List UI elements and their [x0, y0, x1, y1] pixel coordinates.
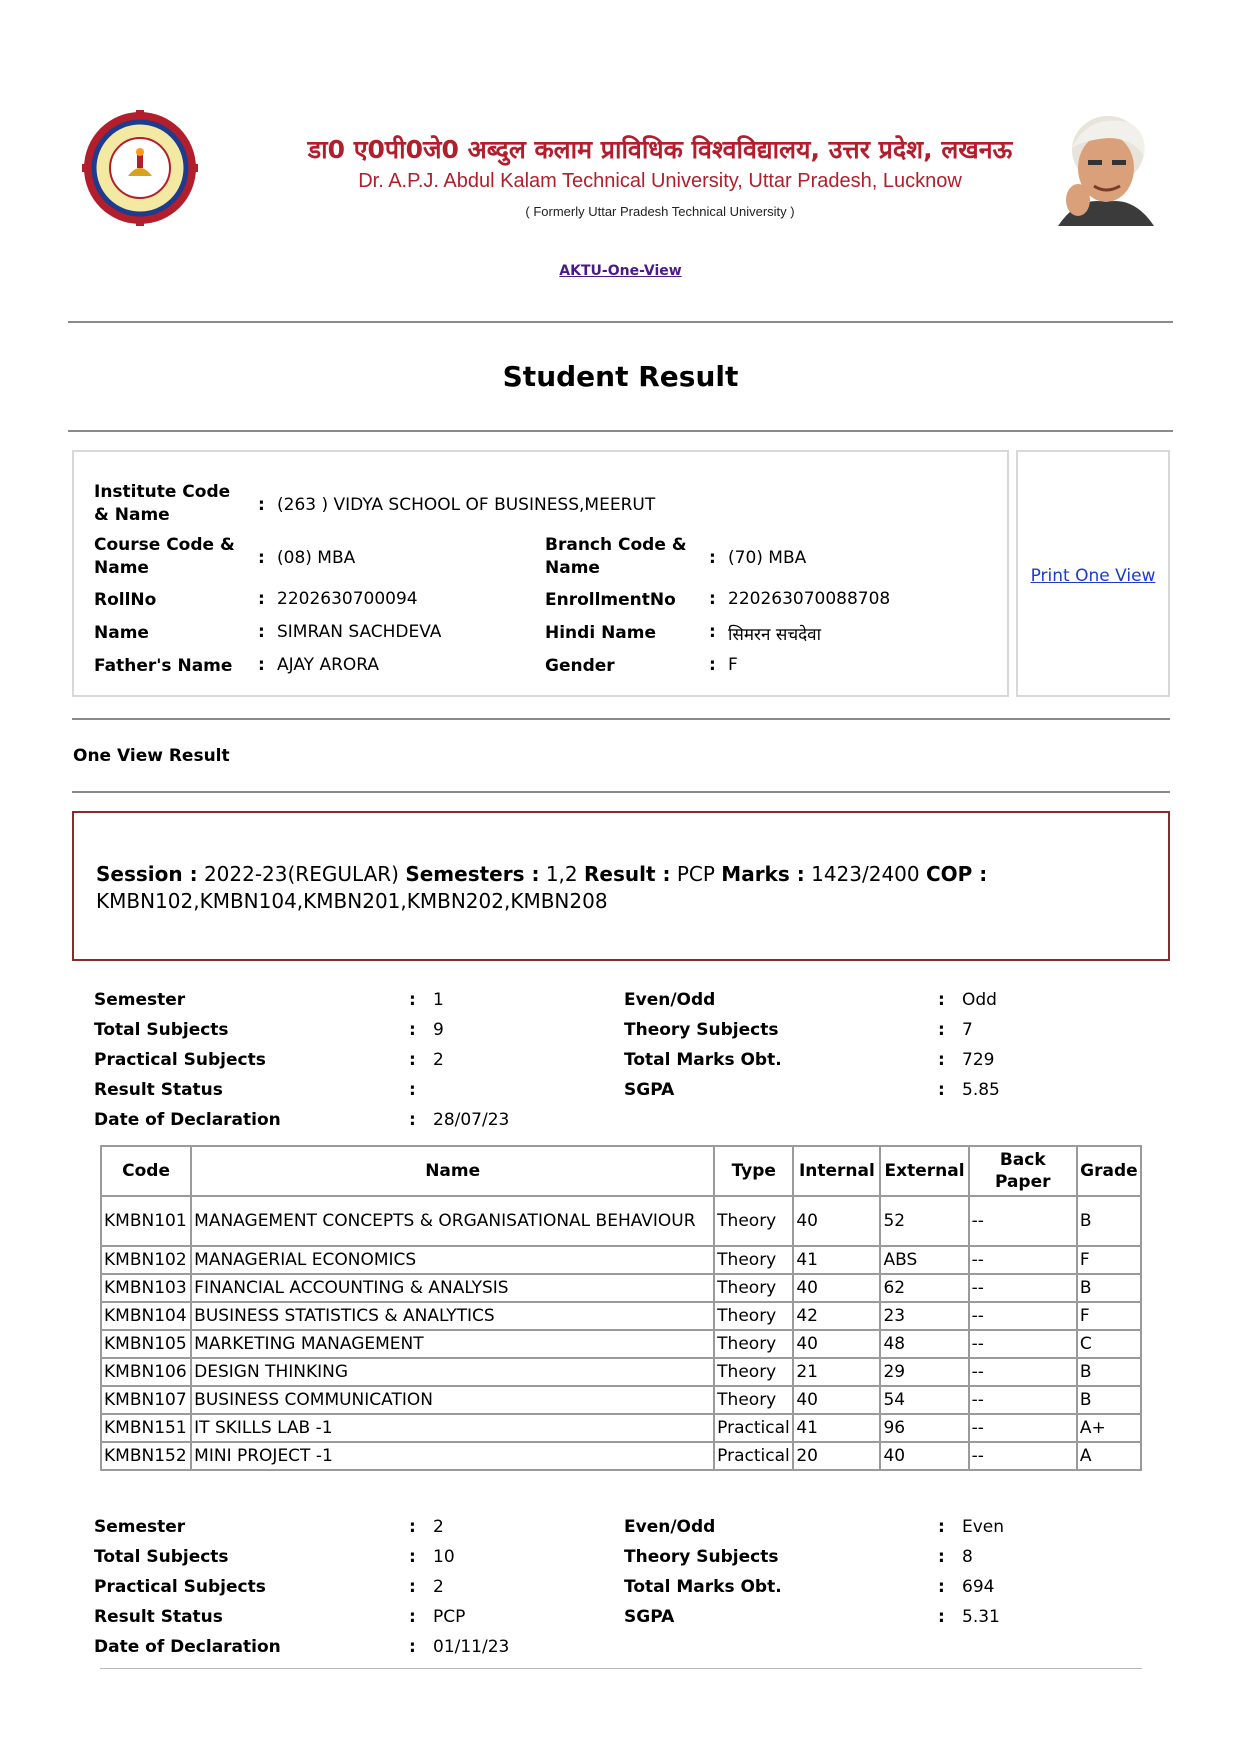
subject-back-paper: --: [969, 1358, 1077, 1386]
father-value: AJAY ARORA: [277, 655, 380, 675]
sgpa-value: 5.85: [962, 1080, 1000, 1100]
subject-name: DESIGN THINKING: [191, 1358, 714, 1386]
colon: :: [709, 622, 716, 642]
total-subjects-value: 10: [433, 1547, 455, 1567]
session-summary-text: [96, 861, 1146, 915]
roll-label: RollNo: [94, 590, 157, 610]
subject-back-paper: --: [969, 1302, 1077, 1330]
table-row: [101, 1246, 1141, 1274]
subject-name: MANAGEMENT CONCEPTS & ORGANISATIONAL BEHAVIOUR: [191, 1196, 714, 1246]
subject-grade: B: [1077, 1196, 1141, 1246]
institute-value: (263 ) VIDYA SCHOOL OF BUSINESS,MEERUT: [277, 495, 656, 515]
colon: :: [409, 1547, 416, 1567]
subject-grade: A+: [1077, 1414, 1141, 1442]
subject-type: Theory: [714, 1196, 793, 1246]
subject-name: FINANCIAL ACCOUNTING & ANALYSIS: [191, 1274, 714, 1302]
name-label: Name: [94, 623, 149, 643]
subject-type: Theory: [714, 1302, 793, 1330]
cop-label: COP :: [926, 862, 988, 886]
semester1-marks-table: [100, 1145, 1142, 1471]
subject-name: IT SKILLS LAB -1: [191, 1414, 714, 1442]
result-status-value: PCP: [433, 1607, 466, 1627]
table-row: [101, 1330, 1141, 1358]
session-summary-box: [72, 811, 1170, 961]
colon: :: [938, 1050, 945, 1070]
colon: :: [409, 1517, 416, 1537]
theory-subjects-label: Theory Subjects: [624, 1020, 779, 1040]
subject-type: Theory: [714, 1386, 793, 1414]
semester-label: Semester: [94, 1517, 186, 1537]
colon: :: [938, 1607, 945, 1627]
roll-value: 2202630700094: [277, 589, 418, 609]
subject-grade: F: [1077, 1302, 1141, 1330]
colon: :: [409, 1607, 416, 1627]
subject-type: Practical: [714, 1414, 793, 1442]
total-marks-label: Total Marks Obt.: [624, 1577, 782, 1597]
colon: :: [409, 1020, 416, 1040]
subject-external: 62: [880, 1274, 968, 1302]
result-status-label: Result Status: [94, 1607, 223, 1627]
semester-value: 1: [433, 990, 444, 1010]
result-value: PCP: [676, 862, 715, 886]
theory-subjects-value: 8: [962, 1547, 973, 1567]
total-marks-label: Total Marks Obt.: [624, 1050, 782, 1070]
name-value: SIMRAN SACHDEVA: [277, 622, 442, 642]
hindi-name-label: Hindi Name: [545, 623, 657, 643]
col-type-header: Type: [714, 1146, 793, 1196]
colon: :: [409, 990, 416, 1010]
even-odd-label: Even/Odd: [624, 990, 716, 1010]
colon: :: [709, 589, 716, 609]
total-subjects-label: Total Subjects: [94, 1547, 229, 1567]
colon: :: [409, 1637, 416, 1657]
sgpa-label: SGPA: [624, 1607, 675, 1627]
subject-grade: B: [1077, 1358, 1141, 1386]
colon: :: [409, 1577, 416, 1597]
subject-code: KMBN105: [101, 1330, 191, 1358]
semesters-label: Semesters :: [405, 862, 540, 886]
result-status-label: Result Status: [94, 1080, 223, 1100]
colon: :: [409, 1080, 416, 1100]
subject-type: Theory: [714, 1246, 793, 1274]
table-row: [101, 1358, 1141, 1386]
print-one-view-link[interactable]: Print One View: [1030, 566, 1156, 586]
practical-subjects-value: 2: [433, 1050, 444, 1070]
subject-type: Theory: [714, 1358, 793, 1386]
subject-code: KMBN104: [101, 1302, 191, 1330]
gender-label: Gender: [545, 656, 615, 676]
table-row: [101, 1414, 1141, 1442]
one-view-heading: One View Result: [73, 746, 230, 766]
subject-back-paper: --: [969, 1414, 1077, 1442]
branch-value: (70) MBA: [728, 548, 807, 568]
col-name-header: Name: [191, 1146, 714, 1196]
subject-grade: C: [1077, 1330, 1141, 1358]
subject-name: BUSINESS COMMUNICATION: [191, 1386, 714, 1414]
divider: [68, 430, 1173, 432]
father-label: Father's Name: [94, 656, 233, 676]
subject-grade: F: [1077, 1246, 1141, 1274]
result-label: Result :: [584, 862, 671, 886]
subject-type: Theory: [714, 1330, 793, 1358]
semesters-value: 1,2: [545, 862, 578, 886]
colon: :: [938, 1577, 945, 1597]
session-value: 2022-23(REGULAR): [203, 862, 399, 886]
col-back-paper-header: Back Paper: [969, 1146, 1077, 1196]
table-row: [101, 1196, 1141, 1246]
total-subjects-value: 9: [433, 1020, 444, 1040]
total-marks-value: 729: [962, 1050, 995, 1070]
subject-grade: B: [1077, 1386, 1141, 1414]
university-name-hindi: डा0 ए0पी0जे0 अब्दुल कलाम प्राविधिक विश्वविद्यालय, उत्तर प्रदेश, लखनऊ: [307, 135, 1013, 164]
table-row: [101, 1442, 1141, 1470]
subject-external: 52: [880, 1196, 968, 1246]
gender-value: F: [728, 655, 738, 675]
subject-back-paper: --: [969, 1330, 1077, 1358]
practical-subjects-value: 2: [433, 1577, 444, 1597]
colon: :: [938, 990, 945, 1010]
marks-value: 1423/2400: [811, 862, 920, 886]
subject-name: MANAGERIAL ECONOMICS: [191, 1246, 714, 1274]
subject-name: MINI PROJECT -1: [191, 1442, 714, 1470]
subject-type: Theory: [714, 1274, 793, 1302]
print-panel: [1016, 450, 1170, 697]
table-row: [101, 1302, 1141, 1330]
colon: :: [709, 548, 716, 568]
subject-internal: 21: [793, 1358, 880, 1386]
subject-back-paper: --: [969, 1274, 1077, 1302]
marks-label: Marks :: [721, 862, 805, 886]
table-top-edge: [100, 1668, 1142, 1669]
subject-external: ABS: [880, 1246, 968, 1274]
subject-grade: B: [1077, 1274, 1141, 1302]
subject-internal: 40: [793, 1274, 880, 1302]
semester-value: 2: [433, 1517, 444, 1537]
divider: [72, 718, 1170, 720]
subject-code: KMBN151: [101, 1414, 191, 1442]
table-row: [101, 1274, 1141, 1302]
subject-internal: 40: [793, 1196, 880, 1246]
subject-name: BUSINESS STATISTICS & ANALYTICS: [191, 1302, 714, 1330]
student-info-panel: [72, 450, 1009, 697]
col-code-header: Code: [101, 1146, 191, 1196]
colon: :: [258, 548, 265, 568]
col-internal-header: Internal: [793, 1146, 880, 1196]
colon: :: [938, 1547, 945, 1567]
subject-code: KMBN102: [101, 1246, 191, 1274]
col-external-header: External: [880, 1146, 968, 1196]
subject-back-paper: --: [969, 1386, 1077, 1414]
sgpa-label: SGPA: [624, 1080, 675, 1100]
hindi-name-value: सिमरन सचदेवा: [728, 625, 822, 645]
subject-code: KMBN106: [101, 1358, 191, 1386]
colon: :: [938, 1080, 945, 1100]
subject-internal: 20: [793, 1442, 880, 1470]
declaration-value: 01/11/23: [433, 1637, 510, 1657]
subject-grade: A: [1077, 1442, 1141, 1470]
table-header-row: [101, 1146, 1141, 1196]
subject-external: 54: [880, 1386, 968, 1414]
subject-internal: 40: [793, 1386, 880, 1414]
practical-subjects-label: Practical Subjects: [94, 1050, 266, 1070]
colon: :: [258, 655, 265, 675]
even-odd-label: Even/Odd: [624, 1517, 716, 1537]
colon: :: [409, 1050, 416, 1070]
colon: :: [409, 1110, 416, 1130]
subject-code: KMBN101: [101, 1196, 191, 1246]
subject-back-paper: --: [969, 1246, 1077, 1274]
practical-subjects-label: Practical Subjects: [94, 1577, 266, 1597]
subject-internal: 40: [793, 1330, 880, 1358]
subject-external: 40: [880, 1442, 968, 1470]
colon: :: [938, 1020, 945, 1040]
institute-label: Institute Code & Name: [94, 482, 231, 525]
course-value: (08) MBA: [277, 548, 356, 568]
theory-subjects-label: Theory Subjects: [624, 1547, 779, 1567]
portrait-icon: [1048, 108, 1160, 226]
branch-label: Branch Code & Name: [545, 535, 687, 578]
university-logo-icon: [82, 110, 198, 226]
subject-code: KMBN152: [101, 1442, 191, 1470]
subject-back-paper: --: [969, 1442, 1077, 1470]
university-header: [80, 108, 1160, 238]
subject-external: 23: [880, 1302, 968, 1330]
subject-name: MARKETING MANAGEMENT: [191, 1330, 714, 1358]
subject-internal: 41: [793, 1414, 880, 1442]
enroll-value: 220263070088708: [728, 589, 891, 609]
colon: :: [258, 495, 265, 515]
table-row: [101, 1386, 1141, 1414]
divider: [68, 321, 1173, 323]
subject-code: KMBN107: [101, 1386, 191, 1414]
colon: :: [938, 1517, 945, 1537]
university-name-english: Dr. A.P.J. Abdul Kalam Technical University, Uttar Pradesh, Lucknow: [358, 170, 962, 192]
aktu-one-view-link[interactable]: AKTU-One-View: [559, 263, 682, 279]
even-odd-value: Even: [962, 1517, 1005, 1537]
cop-value: KMBN102,KMBN104,KMBN201,KMBN202,KMBN208: [96, 889, 608, 913]
subject-type: Practical: [714, 1442, 793, 1470]
semester-label: Semester: [94, 990, 186, 1010]
divider: [72, 791, 1170, 793]
enroll-label: EnrollmentNo: [545, 590, 676, 610]
declaration-label: Date of Declaration: [94, 1110, 281, 1130]
theory-subjects-value: 7: [962, 1020, 973, 1040]
colon: :: [258, 589, 265, 609]
page-title: Student Result: [502, 360, 739, 393]
declaration-value: 28/07/23: [433, 1110, 510, 1130]
subject-external: 96: [880, 1414, 968, 1442]
total-subjects-label: Total Subjects: [94, 1020, 229, 1040]
university-former-name: ( Formerly Uttar Pradesh Technical University ): [525, 204, 795, 219]
col-grade-header: Grade: [1077, 1146, 1141, 1196]
course-label: Course Code & Name: [94, 535, 235, 578]
sgpa-value: 5.31: [962, 1607, 1000, 1627]
even-odd-value: Odd: [962, 990, 997, 1010]
colon: :: [258, 622, 265, 642]
colon: :: [709, 655, 716, 675]
subject-external: 48: [880, 1330, 968, 1358]
subject-internal: 42: [793, 1302, 880, 1330]
total-marks-value: 694: [962, 1577, 995, 1597]
subject-code: KMBN103: [101, 1274, 191, 1302]
subject-internal: 41: [793, 1246, 880, 1274]
declaration-label: Date of Declaration: [94, 1637, 281, 1657]
subject-back-paper: --: [969, 1196, 1077, 1246]
subject-external: 29: [880, 1358, 968, 1386]
session-label: Session :: [96, 862, 198, 886]
